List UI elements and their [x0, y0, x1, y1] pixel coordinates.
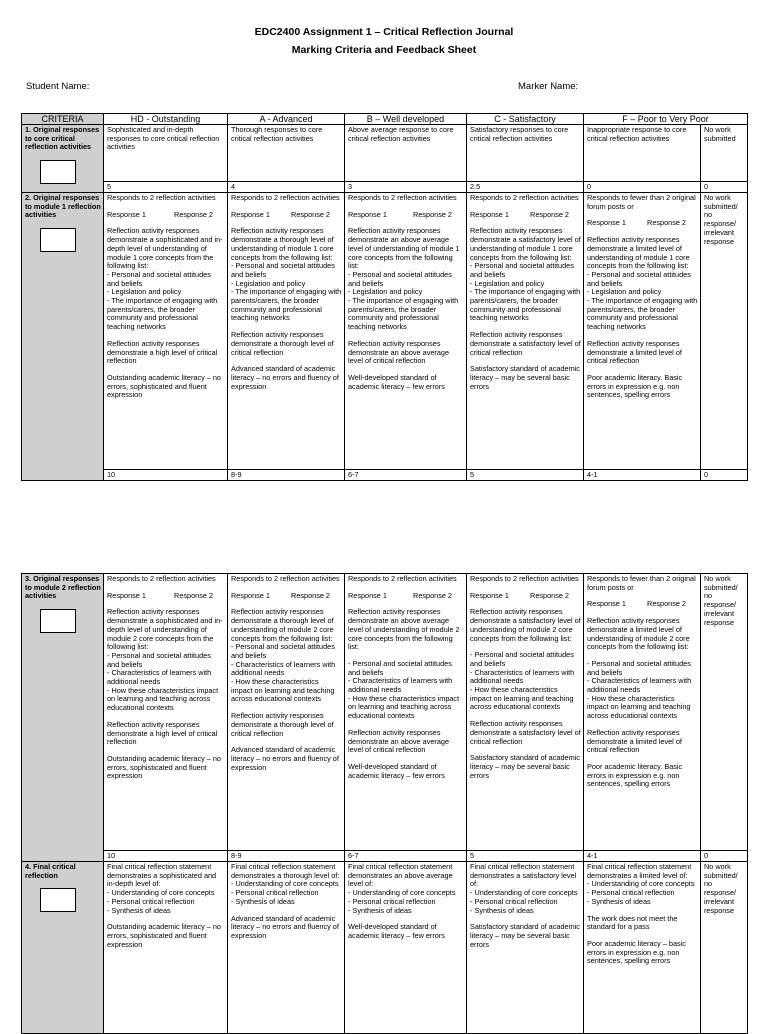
rubric-cell	[467, 125, 584, 182]
score-cell: 0	[701, 470, 748, 481]
response-label: Response 1	[470, 209, 509, 219]
descriptor-text: Advanced standard of academic literacy – no errors and fluency of expression	[231, 745, 339, 772]
rubric-cell	[467, 193, 584, 470]
mark-entry-box[interactable]	[40, 609, 76, 633]
score-cell: 8-9	[228, 470, 345, 481]
score-cell: 5	[467, 470, 584, 481]
response-label: Response 1	[107, 209, 146, 219]
descriptor-text: Responds to fewer than 2 original forum posts or	[587, 193, 696, 211]
rubric-cell	[701, 862, 748, 1034]
header-a: A - Advanced	[228, 114, 345, 125]
response-label: Response 2	[413, 209, 452, 219]
student-name-label: Student Name:	[26, 81, 90, 92]
rubric-header-row	[22, 114, 748, 125]
descriptor-text: Final critical reflection statement demonstrates a satisfactory level of: - Understanding of core concepts - Personal critical reflection - Synthesis of ideas	[470, 862, 578, 915]
marker-name-label: Marker Name:	[518, 81, 579, 92]
document-title: EDC2400 Assignment 1 – Critical Reflection Journal	[254, 26, 514, 38]
descriptor-text: Responds to 2 reflection activities	[107, 193, 216, 202]
mark-entry-box[interactable]	[40, 228, 76, 252]
descriptor-text: Poor academic literacy – basic errors in expression e.g. non sentences, spelling errors	[587, 938, 686, 966]
rubric-cell	[584, 125, 701, 182]
score-cell: 5	[104, 182, 228, 193]
descriptor-text: Satisfactory responses to core critical reflection activities	[470, 125, 569, 143]
descriptor-text: Outstanding academic literacy – no errors, sophisticated and fluent expression	[107, 922, 221, 949]
score-cell: 6-7	[345, 470, 467, 481]
rubric-cell	[228, 862, 345, 1034]
criterion-cell	[22, 574, 104, 862]
descriptor-text: - Personal and societal attitudes and beliefs - Characteristics of learners with additional needs - How these characteristics impact on learning and teaching across educational contexts	[587, 658, 692, 721]
response-label: Response 2	[647, 599, 686, 609]
rubric-cell	[228, 574, 345, 851]
score-cell: 8-9	[228, 851, 345, 862]
response-label: Response 1	[231, 209, 270, 219]
descriptor-text: Responds to 2 reflection activities	[348, 193, 457, 202]
descriptor-text: Reflection activity responses demonstrate an above average level of critical reflection	[348, 338, 450, 366]
descriptor-text: Outstanding academic literacy – no errors, sophisticated and fluent expression	[107, 372, 221, 400]
descriptor-text: Reflection activity responses demonstrate a limited level of understanding of module 2 core concepts from the following list:	[587, 616, 690, 652]
rubric-cell	[584, 193, 701, 470]
criterion-cell	[22, 125, 104, 193]
descriptor-text: Reflection activity responses demonstrate a limited level of critical reflection	[587, 727, 682, 755]
score-row	[22, 851, 748, 862]
descriptor-text: Responds to 2 reflection activities	[231, 193, 340, 202]
response-label: Response 2	[291, 209, 330, 219]
mark-entry-box[interactable]	[40, 160, 76, 184]
descriptor-text: Reflection activity responses demonstrate a high level of critical reflection	[107, 719, 218, 747]
rubric-cell	[228, 193, 345, 470]
criterion-row-4	[22, 862, 748, 1034]
descriptor-text: Reflection activity responses demonstrate a satisfactory level of critical reflection	[470, 330, 581, 357]
score-cell: 0	[701, 851, 748, 862]
descriptor-text: No work submitted/ no response/ irrelevant response	[704, 574, 738, 627]
response-label: Response 1	[231, 590, 270, 600]
descriptor-text: Reflection activity responses demonstrate a sophisticated and in-depth level of understanding of module 1 core concepts from the following list: - Personal and societal attitudes and beliefs - Legislation and policy - The importance of engaging with parents/carers, the broader community and professional teaching networks	[107, 226, 223, 332]
criterion-cell	[22, 862, 104, 1034]
descriptor-text: Inappropriate response to core critical reflection activities	[587, 125, 687, 143]
score-cell: 4-1	[584, 470, 701, 481]
rubric-cell	[345, 125, 467, 182]
descriptor-text: Outstanding academic literacy – no errors, sophisticated and fluent expression	[107, 753, 221, 781]
header-criteria: CRITERIA	[22, 114, 104, 125]
descriptor-text: Reflection activity responses demonstrate a satisfactory level of understanding of module 1 core concepts from the following list: - Personal and societal attitudes and beliefs - Legislation and policy - The importance of engaging with parents/carers, the broader community and professional teaching networks	[470, 226, 581, 323]
descriptor-text: Responds to fewer than 2 original forum posts or	[587, 574, 696, 592]
score-row	[22, 470, 748, 481]
response-label: Response 2	[530, 209, 569, 219]
rubric-cell	[584, 574, 701, 851]
response-labels	[348, 592, 464, 601]
descriptor-text: Reflection activity responses demonstrate a thorough level of critical reflection	[231, 330, 334, 357]
descriptor-text: Reflection activity responses demonstrate a thorough level of understanding of module 1 core concepts from the following list: - Personal and societal attitudes and beliefs - Legislation and policy - The importance of engaging with parents/carers, the broader community and professional teaching networks	[231, 226, 342, 323]
header-hd: HD - Outstanding	[104, 114, 228, 125]
descriptor-text: Reflection activity responses demonstrate a limited level of understanding of module 1 core concepts from the following list: - Personal and societal attitudes and beliefs - Legislation and policy - The importance of engaging with parents/carers, the broader community and professional teaching networks	[587, 235, 698, 332]
descriptor-text: Satisfactory standard of academic literacy – may be several basic errors	[470, 364, 580, 391]
descriptor-text: Reflection activity responses demonstrate a thorough level of understanding of module 2 core concepts from the following list: - Personal and societal attitudes and beliefs - Characteristics of learners with additional needs - How these characteristics impact on learning and teaching across educational contexts	[231, 607, 336, 704]
score-cell: 3	[345, 182, 467, 193]
response-label: Response 1	[587, 218, 626, 228]
rubric-cell	[104, 125, 228, 182]
descriptor-text: Responds to 2 reflection activities	[470, 193, 579, 202]
criterion-row-2	[22, 193, 748, 470]
criterion-row-3	[22, 574, 748, 851]
response-labels	[587, 219, 698, 228]
header-f: F – Poor to Very Poor	[584, 114, 748, 125]
response-label: Response 1	[348, 209, 387, 219]
response-label: Response 2	[174, 590, 213, 600]
score-cell: 4-1	[584, 851, 701, 862]
rubric-cell	[345, 862, 467, 1034]
score-cell: 6-7	[345, 851, 467, 862]
descriptor-text: Advanced standard of academic literacy – no errors and fluency of expression	[231, 364, 339, 391]
rubric-cell	[104, 193, 228, 470]
rubric-cell	[701, 574, 748, 851]
response-label: Response 1	[107, 590, 146, 600]
response-labels	[231, 211, 342, 220]
score-cell: 5	[467, 851, 584, 862]
response-label: Response 2	[174, 209, 213, 219]
rubric-cell	[104, 574, 228, 851]
score-cell: 10	[104, 851, 228, 862]
response-labels	[231, 592, 342, 601]
descriptor-text: The work does not meet the standard for a pass	[587, 913, 678, 932]
rubric-table-page-1	[21, 113, 748, 481]
response-label: Response 1	[348, 590, 387, 600]
response-labels	[587, 600, 698, 609]
score-row	[22, 182, 748, 193]
score-cell: 2.5	[467, 182, 584, 193]
descriptor-text: Reflection activity responses demonstrate an above average level of understanding of module 1 core concepts from the following list: - Personal and societal attitudes and beliefs - Legislation and policy - The importance of engaging with parents/carers, the broader community and professional teaching networks	[348, 226, 460, 332]
descriptor-text: Responds to 2 reflection activities	[231, 574, 340, 583]
descriptor-text: Final critical reflection statement demonstrates an above average level of: - Understanding of core concepts - Personal critical reflection - Synthesis of ideas	[348, 862, 456, 915]
rubric-cell	[228, 125, 345, 182]
response-labels	[107, 592, 225, 601]
response-label: Response 2	[530, 590, 569, 600]
descriptor-text: Thorough responses to core critical reflection activities	[231, 125, 323, 143]
response-label: Response 2	[413, 590, 452, 600]
rubric-cell	[345, 574, 467, 851]
descriptor-text: Reflection activity responses demonstrate a high level of critical reflection	[107, 338, 218, 366]
descriptor-text: No work submitted/ no response/ irrelevant response	[704, 862, 738, 915]
response-labels	[470, 592, 581, 601]
rubric-cell	[467, 574, 584, 851]
criterion-label: 1. Original responses to core critical reflection activities	[25, 125, 100, 152]
criterion-label: 3. Original responses to module 2 reflection activities	[25, 574, 101, 601]
descriptor-text: Reflection activity responses demonstrate a thorough level of critical reflection	[231, 711, 334, 738]
descriptor-text: No work submitted	[704, 125, 736, 143]
document-subtitle: Marking Criteria and Feedback Sheet	[291, 44, 477, 56]
descriptor-text: Advanced standard of academic literacy – no errors and fluency of expression	[231, 913, 339, 940]
rubric-table-page-2	[21, 573, 748, 1034]
score-cell: 10	[104, 470, 228, 481]
criterion-row-1	[22, 125, 748, 182]
response-labels	[107, 211, 225, 220]
mark-entry-box[interactable]	[40, 888, 76, 912]
rubric-cell	[467, 862, 584, 1034]
descriptor-text: No work submitted/ no response/ irrelevant response	[704, 193, 738, 246]
response-labels	[348, 211, 464, 220]
descriptor-text: Satisfactory standard of academic literacy – may be several basic errors	[470, 753, 580, 780]
header-b: B – Well developed	[345, 114, 467, 125]
rubric-cell	[584, 862, 701, 1034]
rubric-cell	[104, 862, 228, 1034]
descriptor-text: Well-developed standard of academic literacy – few errors	[348, 372, 445, 391]
descriptor-text: Final critical reflection statement demonstrates a sophisticated and in-depth level of: - Understanding of core concepts - Personal critical reflection - Synthesis of ideas	[107, 862, 217, 915]
score-cell: 4	[228, 182, 345, 193]
response-label: Response 2	[647, 218, 686, 228]
response-label: Response 2	[291, 590, 330, 600]
response-label: Response 1	[470, 590, 509, 600]
descriptor-text: Well-developed standard of academic literacy – few errors	[348, 761, 445, 780]
descriptor-text: Reflection activity responses demonstrate a limited level of critical reflection	[587, 338, 682, 366]
response-label: Response 1	[587, 599, 626, 609]
criterion-label: 4. Final critical reflection	[25, 862, 76, 880]
descriptor-text: Poor academic literacy. Basic errors in expression e.g. non sentences, spelling errors	[587, 372, 683, 400]
descriptor-text: - Personal and societal attitudes and beliefs - Characteristics of learners with additional needs - How these characteristics impact on learning and teaching across educational contexts	[470, 650, 575, 712]
descriptor-text: Responds to 2 reflection activities	[348, 574, 457, 583]
rubric-cell	[345, 193, 467, 470]
descriptor-text: Final critical reflection statement demonstrates a limited level of: - Understanding of core concepts - Personal critical reflection - Synthesis of ideas	[587, 862, 695, 906]
descriptor-text: Reflection activity responses demonstrate a satisfactory level of critical reflection	[470, 719, 581, 746]
descriptor-text: Sophisticated and in-depth responses to core critical reflection activities	[107, 125, 220, 152]
score-cell: 0	[584, 182, 701, 193]
rubric-cell	[701, 193, 748, 470]
descriptor-text: Poor academic literacy. Basic errors in expression e.g. non sentences, spelling errors	[587, 761, 683, 789]
descriptor-text: Reflection activity responses demonstrate a satisfactory level of understanding of module 2 core concepts from the following list:	[470, 607, 581, 643]
criterion-cell	[22, 193, 104, 481]
criterion-label: 2. Original responses to module 1 reflection activities	[25, 193, 101, 220]
descriptor-text: - Personal and societal attitudes and beliefs - Characteristics of learners with additional needs - How these characteristics impact on learning and teaching across educational contexts	[348, 658, 460, 721]
rubric-cell	[701, 125, 748, 182]
descriptor-text: Reflection activity responses demonstrate an above average level of critical reflection	[348, 727, 450, 755]
descriptor-text: Well-developed standard of academic literacy – few errors	[348, 922, 445, 940]
descriptor-text: Above average response to core critical reflection activities	[348, 125, 454, 143]
score-cell: 0	[701, 182, 748, 193]
descriptor-text: Responds to 2 reflection activities	[470, 574, 579, 583]
descriptor-text: Satisfactory standard of academic literacy – may be several basic errors	[470, 922, 580, 949]
response-labels	[470, 211, 581, 220]
descriptor-text: Final critical reflection statement demonstrates a thorough level of: - Understanding of core concepts - Personal critical reflection - Synthesis of ideas	[231, 862, 340, 906]
descriptor-text: Reflection activity responses demonstrate a sophisticated and in-depth level of understanding of module 2 core concepts from the following list: - Personal and societal attitudes and beliefs - Characteristics of learners with additional needs - How these characteristics impact on learning and teaching across educational contexts	[107, 607, 223, 713]
descriptor-text: Reflection activity responses demonstrate an above average level of understanding of module 2 core concepts from the following list:	[348, 607, 460, 652]
descriptor-text: Responds to 2 reflection activities	[107, 574, 216, 583]
header-c: C - Satisfactory	[467, 114, 584, 125]
